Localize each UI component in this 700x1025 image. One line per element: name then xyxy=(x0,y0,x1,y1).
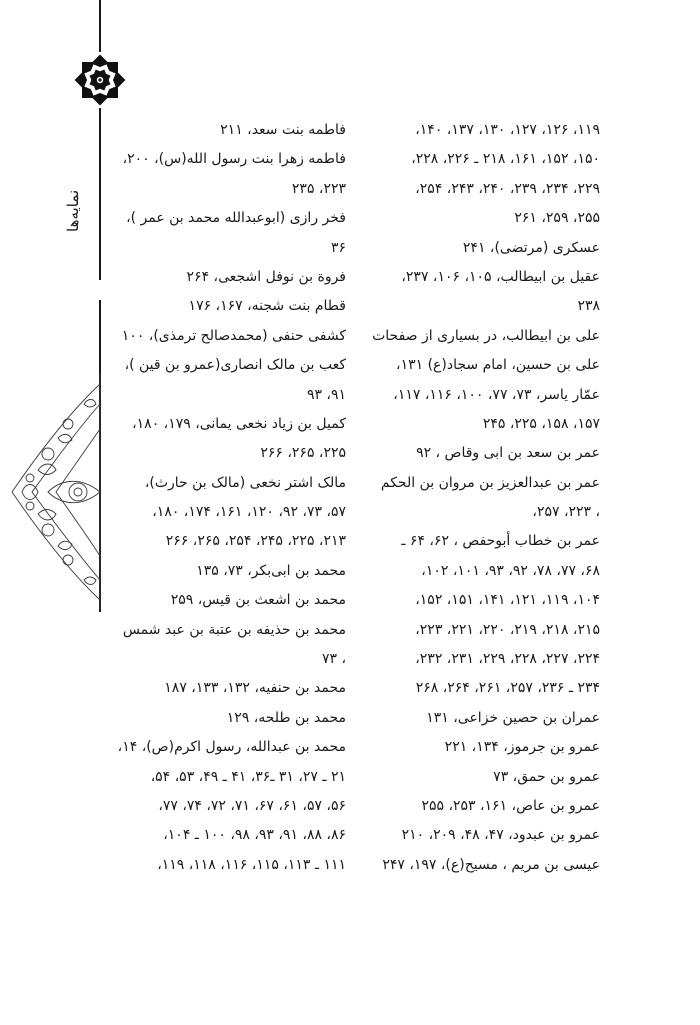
index-entry-line: عمر بن سعد بن ابی وقاص ، ۹۲ xyxy=(416,445,600,462)
index-entry-line: ۱۱۹، ۱۲۶، ۱۲۷، ۱۳۰، ۱۳۷، ۱۴۰، xyxy=(415,122,600,138)
index-entry-line: ۲۲۳، ۲۳۵ xyxy=(291,180,346,197)
index-entry-line: ۵۶، ۵۷، ۶۱، ۶۷، ۷۱، ۷۲، ۷۴، ۷۷، xyxy=(158,797,346,814)
index-entry-line: فاطمه بنت سعد، ۲۱۱ xyxy=(220,122,346,138)
index-entry-line: ۲۱ ـ ۲۷، ۳۱ ـ۳۶، ۴۱ ـ ۴۹، ۵۳، ۵۴، xyxy=(150,768,346,785)
index-entry-line: ۹۱، ۹۳ xyxy=(306,386,346,403)
index-entry-line: ۱۵۷، ۱۵۸، ۲۲۵، ۲۴۵ xyxy=(482,415,600,432)
index-entry-line: محمد بن حذیفه بن عتبة بن عبد شمس xyxy=(122,621,346,638)
index-entry-line: عمرو بن حمق، ۷۳ xyxy=(493,768,600,785)
index-entry-line: ، ۷۳ xyxy=(321,651,346,668)
index-entry-line: عمر بن خطاب أبوحفص ، ۶۲، ۶۴ ـ xyxy=(401,533,600,550)
index-entry-line: محمد بن حنفیه، ۱۳۲، ۱۳۳، ۱۸۷ xyxy=(164,680,346,697)
margin-rule-middle xyxy=(99,108,101,280)
index-entry-line: علی بن حسین، امام سجاد(ع) ۱۳۱، xyxy=(396,357,600,374)
index-entry-line: ۲۲۵، ۲۶۵، ۲۶۶ xyxy=(260,445,346,462)
index-entry-line: ۲۵۵، ۲۵۹، ۲۶۱ xyxy=(514,210,600,227)
index-entry-line: محمد بن عبدالله، رسول اکرم(ص)، ۱۴، xyxy=(117,739,346,756)
floral-ornament-icon xyxy=(8,374,108,610)
index-entry-line: عمرو بن جرموز، ۱۳۴، ۲۲۱ xyxy=(444,739,600,756)
index-entry-line: محمد بن اشعث بن قیس، ۲۵۹ xyxy=(170,592,346,609)
index-entry-line: ۳۶ xyxy=(330,239,346,256)
index-entry-line: قطام بنت شجنه، ۱۶۷، ۱۷۶ xyxy=(188,298,346,315)
index-entry-line: ۲۲۴، ۲۲۷، ۲۲۸، ۲۲۹، ۲۳۱، ۲۳۲، xyxy=(415,651,600,668)
index-entry-line: فاطمه زهرا بنت رسول الله(س)، ۲۰۰، xyxy=(122,151,346,168)
index-entry-line: محمد بن طلحه، ۱۲۹ xyxy=(226,709,346,726)
index-entry-line: فروة بن نوفل اشجعی، ۲۶۴ xyxy=(186,268,346,285)
index-entry-line: عمّار یاسر، ۷۳، ۷۷، ۱۰۰، ۱۱۶، ۱۱۷، xyxy=(393,386,600,403)
index-entry-line: کشفی حنفی (محمدصالح ترمذی)، ۱۰۰ xyxy=(121,327,346,344)
index-entry-line: ۲۳۴ ـ ۲۳۶، ۲۵۷، ۲۶۱، ۲۶۴، ۲۶۸ xyxy=(415,680,600,697)
index-entry-line: ۱۵۰، ۱۵۲، ۱۶۱، ۲۱۸ ـ ۲۲۶، ۲۲۸، xyxy=(411,151,600,168)
index-entry-line: ۵۷، ۷۳، ۹۲، ۱۲۰، ۱۶۱، ۱۷۴، ۱۸۰، xyxy=(152,504,346,521)
index-entry-line: ۲۱۵، ۲۱۸، ۲۱۹، ۲۲۰، ۲۲۱، ۲۲۳، xyxy=(415,621,600,638)
index-entry-line: فخر رازی (ابوعبدالله محمد بن عمر )، xyxy=(126,210,346,227)
index-entry-line: ۱۱۱ ـ ۱۱۳، ۱۱۵، ۱۱۶، ۱۱۸، ۱۱۹، xyxy=(157,856,346,873)
index-entry-line: علی بن ابیطالب، در بسیاری از صفحات xyxy=(372,327,600,344)
index-entry-line: عیسی بن مریم ، مسیح(ع)، ۱۹۷، ۲۴۷ xyxy=(382,856,600,873)
index-entry-line: ۱۰۴، ۱۱۹، ۱۲۱، ۱۴۱، ۱۵۱، ۱۵۲، xyxy=(415,592,600,609)
index-entry-line: ، ۲۲۳، ۲۵۷، xyxy=(532,504,600,521)
margin-rule-top xyxy=(99,0,101,52)
index-entry-line: عمرو بن عاص، ۱۶۱، ۲۵۳، ۲۵۵ xyxy=(421,797,600,814)
index-entry-line: عمران بن حصین خزاعی، ۱۳۱ xyxy=(426,709,600,726)
index-entry-line: ۸۶، ۸۸، ۹۱، ۹۳، ۹۸، ۱۰۰ ـ ۱۰۴، xyxy=(163,827,346,844)
index-column-left xyxy=(117,116,346,880)
index-entry-line: ۶۸، ۷۷، ۷۸، ۹۲، ۹۳، ۱۰۱، ۱۰۲، xyxy=(421,562,600,579)
index-entry-line: عقیل بن ابیطالب، ۱۰۵، ۱۰۶، ۲۳۷، xyxy=(401,268,600,285)
index-entry-line: کعب بن مالک انصاری(عمرو بن قین )، xyxy=(124,357,346,374)
index-entry-line: کمیل بن زیاد نخعی یمانی، ۱۷۹، ۱۸۰، xyxy=(132,415,346,432)
rosette-ornament-icon xyxy=(72,52,128,108)
index-entry-line: عمرو بن عبدود، ۴۷، ۴۸، ۲۰۹، ۲۱۰ xyxy=(401,827,600,844)
index-entry-line: ۲۲۹، ۲۳۴، ۲۳۹، ۲۴۰، ۲۴۳، ۲۵۴، xyxy=(415,180,600,197)
running-title: نمایه‌ها xyxy=(64,189,82,232)
index-entry-line: مالک اشتر نخعی (مالک بن حارث)، xyxy=(144,474,346,491)
index-entry-line: عسکری (مرتضی)، ۲۴۱ xyxy=(462,239,600,256)
index-entry-line: ۲۱۳، ۲۲۵، ۲۴۵، ۲۵۴، ۲۶۵، ۲۶۶ xyxy=(165,533,346,550)
index-column-right xyxy=(372,116,600,880)
index-entry-line: عمر بن عبدالعزیز بن مروان بن الحکم xyxy=(380,474,600,491)
index-entry-line: محمد بن ابی‌بکر، ۷۳، ۱۳۵ xyxy=(196,562,346,579)
index-entry-line: ۲۳۸ xyxy=(577,298,600,315)
